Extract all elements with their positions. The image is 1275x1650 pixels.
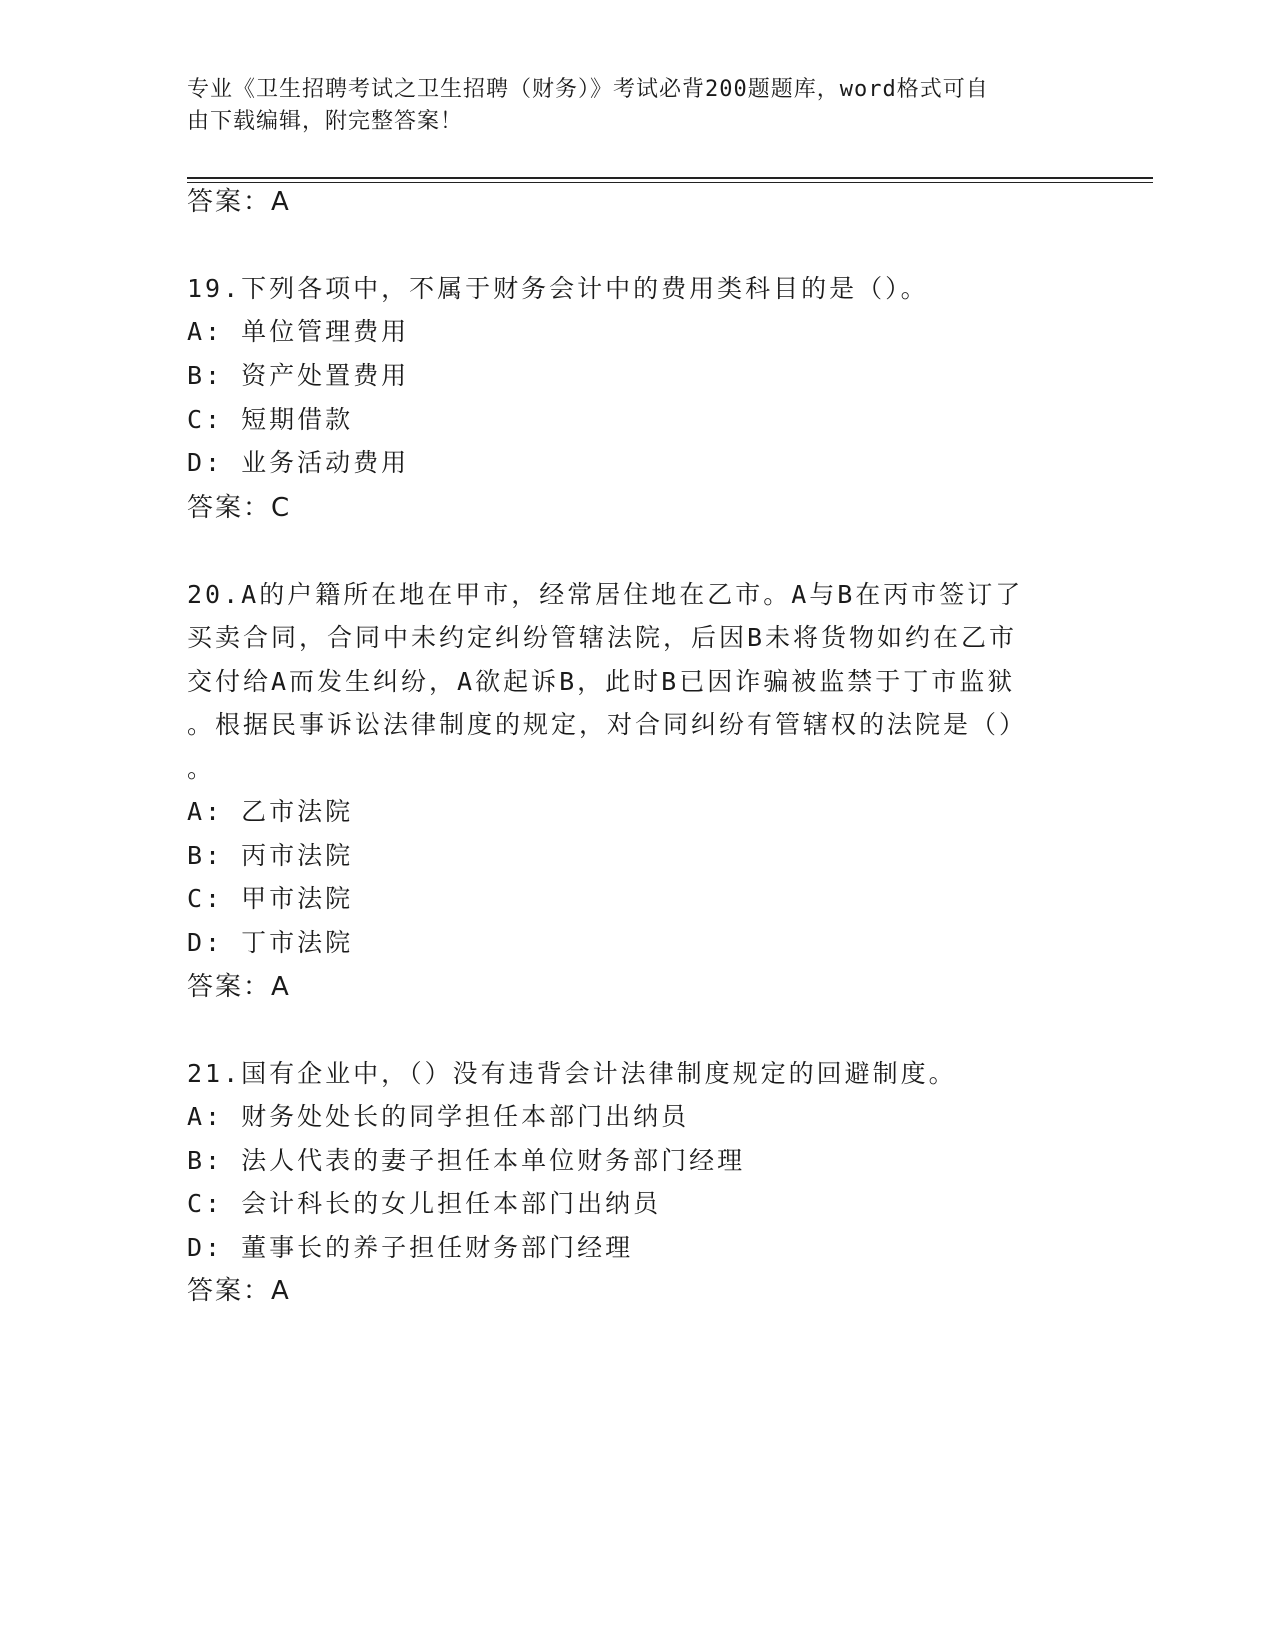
document-header [187,74,1067,138]
question-stem: 19.下列各项中，不属于财务会计中的费用类科目的是（）。 [187,274,929,303]
answer: 答案：C [187,493,292,523]
answer: 答案：A [187,1276,291,1306]
option-c: C: 短期借款 [187,405,354,434]
header-rule-thin [187,182,1153,183]
header-line-1: 专业《卫生招聘考试之卫生招聘（财务）》考试必背200题题库，word格式可自 [187,77,989,102]
question-stem: 20.A的户籍所在地在甲市，经常居住地在乙市。A与B在丙市签订了 [187,580,1024,609]
option-d: D: 董事长的养子担任财务部门经理 [187,1233,634,1262]
question-stem: 。 [187,754,216,783]
option-d: D: 丁市法院 [187,928,354,957]
question-stem: 买卖合同，合同中未约定纠纷管辖法院，后因B未将货物如约在乙市 [187,623,1018,652]
previous-answer: 答案：A [187,187,291,217]
option-b: B: 法人代表的妻子担任本单位财务部门经理 [187,1146,746,1175]
option-a: A: 单位管理费用 [187,317,410,346]
option-b: B: 丙市法院 [187,841,354,870]
option-c: C: 甲市法院 [187,884,354,913]
header-line-2: 由下载编辑，附完整答案！ [187,109,464,134]
answer: 答案：A [187,972,291,1002]
question-stem: 21.国有企业中，（）没有违背会计法律制度规定的回避制度。 [187,1059,957,1088]
header-rule-thick [187,177,1153,179]
option-a: A: 乙市法院 [187,797,354,826]
option-a: A: 财务处处长的同学担任本部门出纳员 [187,1102,690,1131]
option-c: C: 会计科长的女儿担任本部门出纳员 [187,1189,662,1218]
question-stem: 。根据民事诉讼法律制度的规定，对合同纠纷有管辖权的法院是（） [187,710,1028,739]
option-d: D: 业务活动费用 [187,448,410,477]
option-b: B: 资产处置费用 [187,361,410,390]
question-stem: 交付给A而发生纠纷，A欲起诉B，此时B已因诈骗被监禁于丁市监狱 [187,667,1016,696]
